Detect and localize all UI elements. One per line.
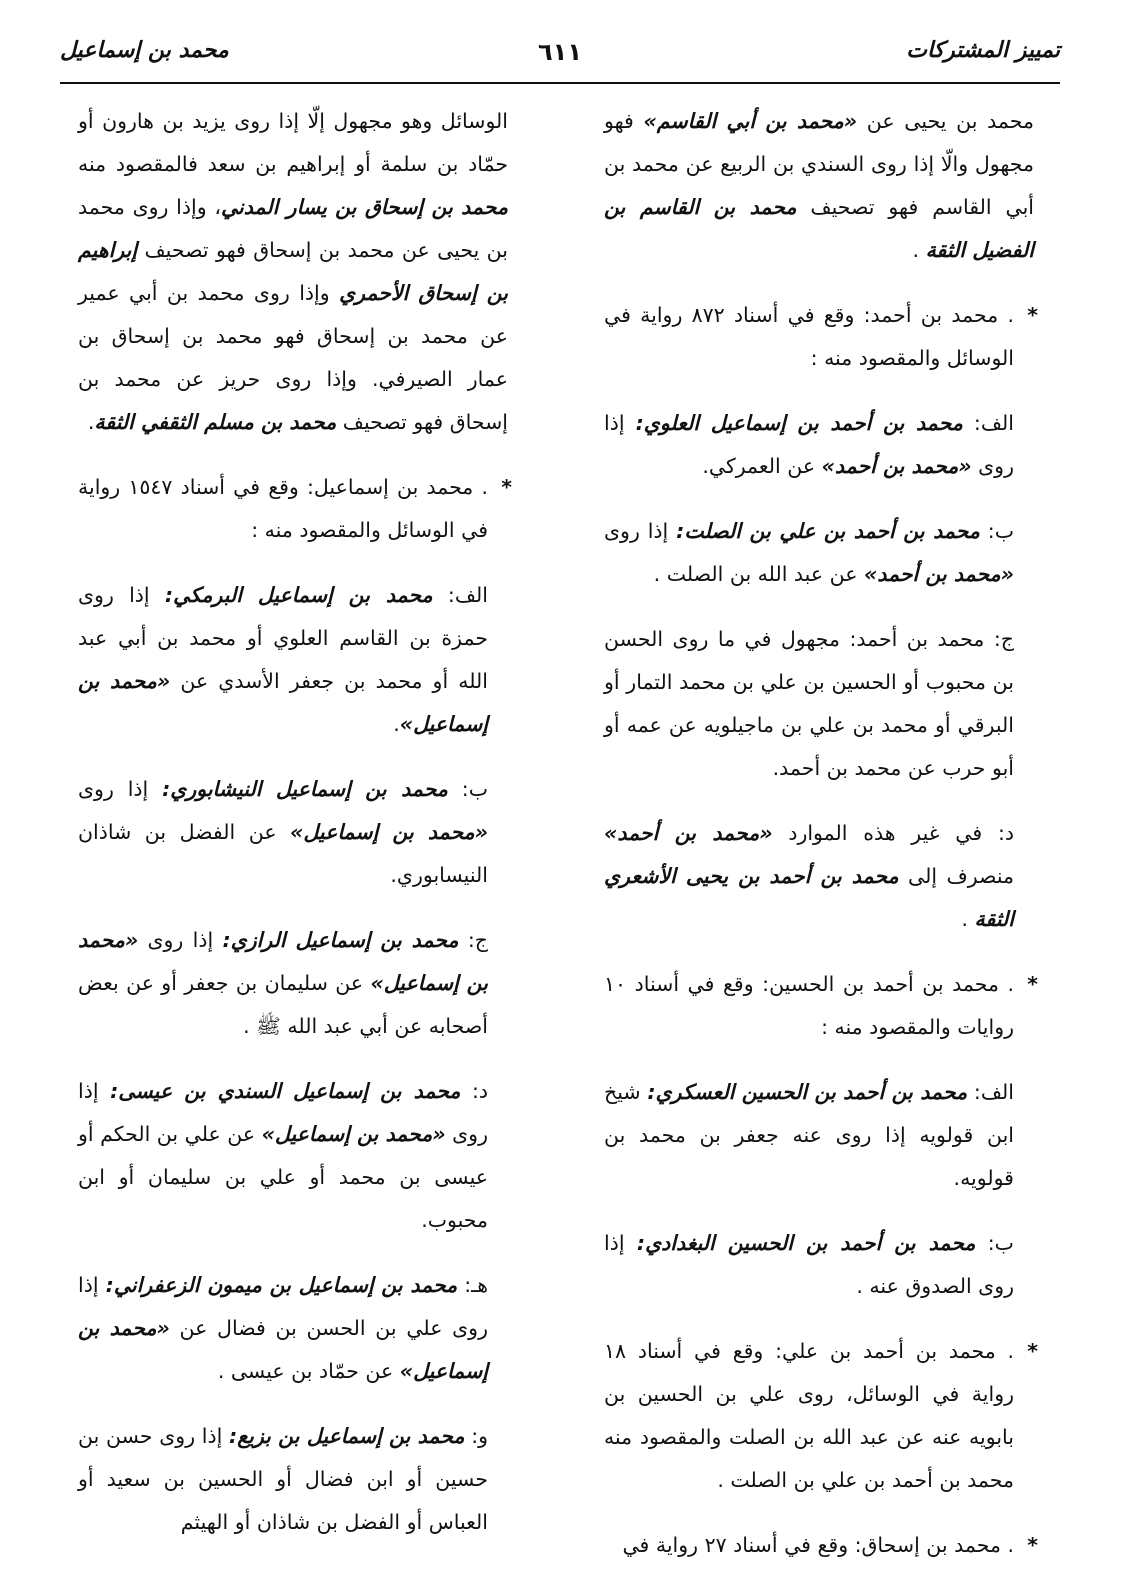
name-highlight: فهو <box>604 109 644 133</box>
text-run: عن حمّاد بن عيسى . <box>217 1359 400 1383</box>
text-run: وإذا روى محمد بن أبي عمير عن <box>78 281 508 348</box>
text-run: عن العمركي. <box>702 454 822 478</box>
text-run: فهو تصحيف <box>336 410 450 434</box>
text-run: وقع في أسناد ١٨ رواية في الوسائل، روى علي بن الحسين بن بابويه عنه عن عبد الله بن الصلت والمقصود منه <box>604 1339 1014 1449</box>
sub-entry-paragraph <box>78 1264 508 1393</box>
text-run: . <box>912 238 926 262</box>
running-title-right: تمييز المشتركات <box>906 38 1060 63</box>
name-highlight: محمد بن إسحاق <box>78 367 508 434</box>
text-run: عن علي بن الحكم أو عيسى بن محمد أو علي بن سليمان أو ابن محبوب. <box>78 1122 488 1232</box>
text-run: منصرف إلى <box>898 864 1014 888</box>
text-run: وقع في أسناد ١٠ روايات والمقصود منه : <box>604 972 1014 1039</box>
running-title-left: محمد بن إسماعيل <box>60 38 229 63</box>
text-run: الوسائل وهو مجهول إلّا إذا روى يزيد بن هارون أو حمّاد بن سلمة أو إبراهيم بن سعد فالمقصود منه <box>78 109 508 176</box>
name-highlight: محمد بن أحمد بن الحسين البغدادي: <box>636 1231 976 1255</box>
name-highlight: محمد بن أحمد بن الحسين العسكري: <box>647 1080 968 1104</box>
text-run: . <box>995 1339 1014 1363</box>
name-highlight: «محمد بن أحمد» <box>604 821 773 845</box>
text-run: . <box>1000 1533 1014 1557</box>
text-run: . <box>961 907 975 931</box>
text-run: عن عبد الله بن الصلت . <box>653 562 864 586</box>
entry-paragraph <box>604 963 1038 1049</box>
text-run: ج: <box>458 928 488 952</box>
name-highlight: محمد بن إسحاق <box>253 238 395 262</box>
text-run: محمد بن يحيى عن <box>857 109 1035 133</box>
text-run: عن الفضل بن شاذان النيسابوري. <box>78 820 488 887</box>
name-highlight: محمد بن إسحاق بن عمار الصيرفي <box>78 324 508 391</box>
text-run: . <box>998 303 1014 327</box>
sub-entry-paragraph <box>604 402 1034 488</box>
continuation-paragraph <box>604 100 1034 272</box>
name-highlight: محمد بن أحمد بن إسماعيل العلوي: <box>635 411 963 435</box>
text-run: إذا روى <box>604 519 677 543</box>
text-run: وقع في أسناد ٨٧٢ رواية في الوسائل والمقصود منه : <box>604 303 1014 370</box>
page-header <box>60 30 1060 84</box>
page-number: ٦١١ <box>538 38 582 66</box>
text-run: . <box>717 1468 731 1492</box>
sub-entry-paragraph <box>78 1070 508 1242</box>
right-text-column <box>604 100 1038 1589</box>
text-run: ب: <box>979 519 1015 543</box>
text-run: ، وإذا روى محمد بن يحيى عن <box>78 195 508 262</box>
text-run: الف: <box>432 583 488 607</box>
name-highlight: «محمد بن أحمد» <box>863 562 1014 586</box>
name-highlight: إبراهيم بن إسحاق الأحمري <box>78 238 508 305</box>
name-highlight: محمد بن إسحاق: <box>854 1533 1001 1557</box>
text-run: وقع في أسناد ٢٧ رواية في <box>622 1533 855 1557</box>
name-highlight: محمد بن أحمد. <box>772 756 902 780</box>
sub-entry-paragraph <box>78 574 508 746</box>
text-run: إذا روى علي بن الحسن بن فضال عن <box>78 1273 488 1340</box>
text-run: إذا روى حمزة بن القاسم العلوي أو محمد بن أبي عبد الله أو محمد بن جعفر الأسدي عن <box>78 583 488 693</box>
text-run: إذا روى حسن بن حسين أو ابن فضال أو الحسين بن سعيد أو العباس أو الفضل بن شاذان أو الهيثم <box>78 1424 488 1534</box>
name-highlight: محمد بن أحمد: <box>849 627 985 651</box>
text-run: إذا روى الصدوق عنه . <box>604 1231 1014 1298</box>
name-highlight: محمد بن أحمد: <box>863 303 999 327</box>
sub-entry-paragraph <box>604 618 1034 790</box>
text-run: . <box>393 712 400 736</box>
name-highlight: محمد بن إسماعيل البرمكي: <box>164 583 433 607</box>
text-run: د: <box>460 1079 488 1103</box>
name-highlight: محمد بن القاسم بن الفضيل الثقة <box>604 195 1034 262</box>
text-run: د: في غير هذه الموارد <box>772 821 1014 845</box>
name-highlight: «محمد بن إسماعيل» <box>290 820 488 844</box>
text-run: . <box>998 972 1014 996</box>
name-highlight: محمد بن أبي القاسم <box>604 152 1034 219</box>
text-run: فهو تصحيف <box>137 238 254 262</box>
text-run: الف: <box>962 411 1014 435</box>
text-run: . <box>87 410 95 434</box>
text-run: ب: <box>447 777 488 801</box>
entry-star-marker: * <box>1027 303 1038 327</box>
name-highlight: «محمد بن أحمد» <box>821 454 972 478</box>
continuation-paragraph <box>78 100 508 444</box>
text-run: ب: <box>975 1231 1014 1255</box>
name-highlight: محمد بن إسماعيل الرازي: <box>222 928 459 952</box>
name-highlight: محمد بن إسماعيل بن ميمون الزعفراني: <box>105 1273 458 1297</box>
name-highlight: محمد بن مسلم الثقفي الثقة <box>94 410 337 434</box>
sub-entry-paragraph <box>78 768 508 897</box>
text-run: ج: <box>984 627 1014 651</box>
name-highlight: «محمد بن إسماعيل» <box>78 669 488 736</box>
name-highlight: محمد بن إسحاق بن يسار المدني <box>220 195 508 219</box>
entry-star-marker: * <box>1027 1533 1038 1557</box>
text-run: إذا روى <box>78 1079 488 1146</box>
text-run: فهو <box>262 324 317 348</box>
text-run: وقع في أسناد ١٥٤٧ رواية في الوسائل والمقصود منه : <box>78 475 488 542</box>
name-highlight: محمد بن إسماعيل السندي بن عيسى: <box>110 1079 461 1103</box>
entry-star-marker: * <box>1027 1339 1038 1363</box>
left-text-column <box>78 100 512 1566</box>
name-highlight: «محمد بن إسماعيل» <box>78 1316 488 1383</box>
text-run: إذا روى <box>138 928 223 952</box>
text-run: . وإذا روى حريز عن <box>161 367 379 391</box>
entry-paragraph <box>604 1524 1038 1567</box>
sub-entry-paragraph <box>78 919 508 1048</box>
sub-entry-paragraph <box>604 1222 1034 1308</box>
text-run: إذا روى <box>78 777 163 801</box>
text-run: و: <box>464 1424 489 1448</box>
sub-entry-paragraph <box>78 1415 508 1544</box>
text-run: هـ: <box>457 1273 489 1297</box>
sub-entry-paragraph <box>604 1071 1034 1200</box>
entry-paragraph <box>604 1330 1038 1502</box>
name-highlight: محمد بن أحمد بن علي بن الصلت <box>730 1468 1014 1492</box>
text-run: . <box>473 475 488 499</box>
name-highlight: محمد بن إسماعيل النيشابوري: <box>162 777 448 801</box>
text-run: إذا روى <box>604 411 1014 478</box>
text-run: مجهول في ما روى الحسن بن محبوب أو الحسين بن علي بن محمد التمار أو البرقي أو محمد بن علي بن ماجيلويه عن عمه أو أبو حرب عن <box>604 627 1014 780</box>
name-highlight: محمد بن إسماعيل: <box>307 475 474 499</box>
entry-star-marker: * <box>501 475 512 499</box>
sub-entry-paragraph <box>604 510 1034 596</box>
entry-paragraph <box>604 294 1038 380</box>
name-highlight: محمد بن إسحاق <box>316 324 468 348</box>
entry-star-marker: * <box>1027 972 1038 996</box>
name-highlight: «محمد بن إسماعيل» <box>78 928 488 995</box>
text-run: مجهول والّا إذا روى السندي بن الربيع عن <box>678 152 1034 176</box>
name-highlight: محمد بن أحمد بن يحيى الأشعري الثقة <box>604 864 1014 931</box>
name-highlight: محمد بن أحمد بن الحسين: <box>762 972 999 996</box>
text-run: عن سليمان بن جعفر أو عن بعض أصحابه عن أبي عبد الله ﷺ . <box>78 971 488 1038</box>
name-highlight: محمد بن إسماعيل بن بزيع: <box>229 1424 465 1448</box>
name-highlight: محمد بن أحمد بن علي: <box>775 1339 996 1363</box>
text-run: شيخ ابن قولويه إذا روى عنه جعفر بن محمد بن قولويه. <box>604 1080 1014 1190</box>
entry-paragraph <box>78 466 512 552</box>
name-highlight: «محمد بن أبي القاسم» <box>643 109 858 133</box>
sub-entry-paragraph <box>604 812 1034 941</box>
name-highlight: «محمد بن إسماعيل» <box>261 1122 446 1146</box>
text-run: الف: <box>967 1080 1014 1104</box>
text-run: فهو تصحيف <box>796 195 933 219</box>
name-highlight: محمد بن أحمد بن علي بن الصلت: <box>676 519 980 543</box>
